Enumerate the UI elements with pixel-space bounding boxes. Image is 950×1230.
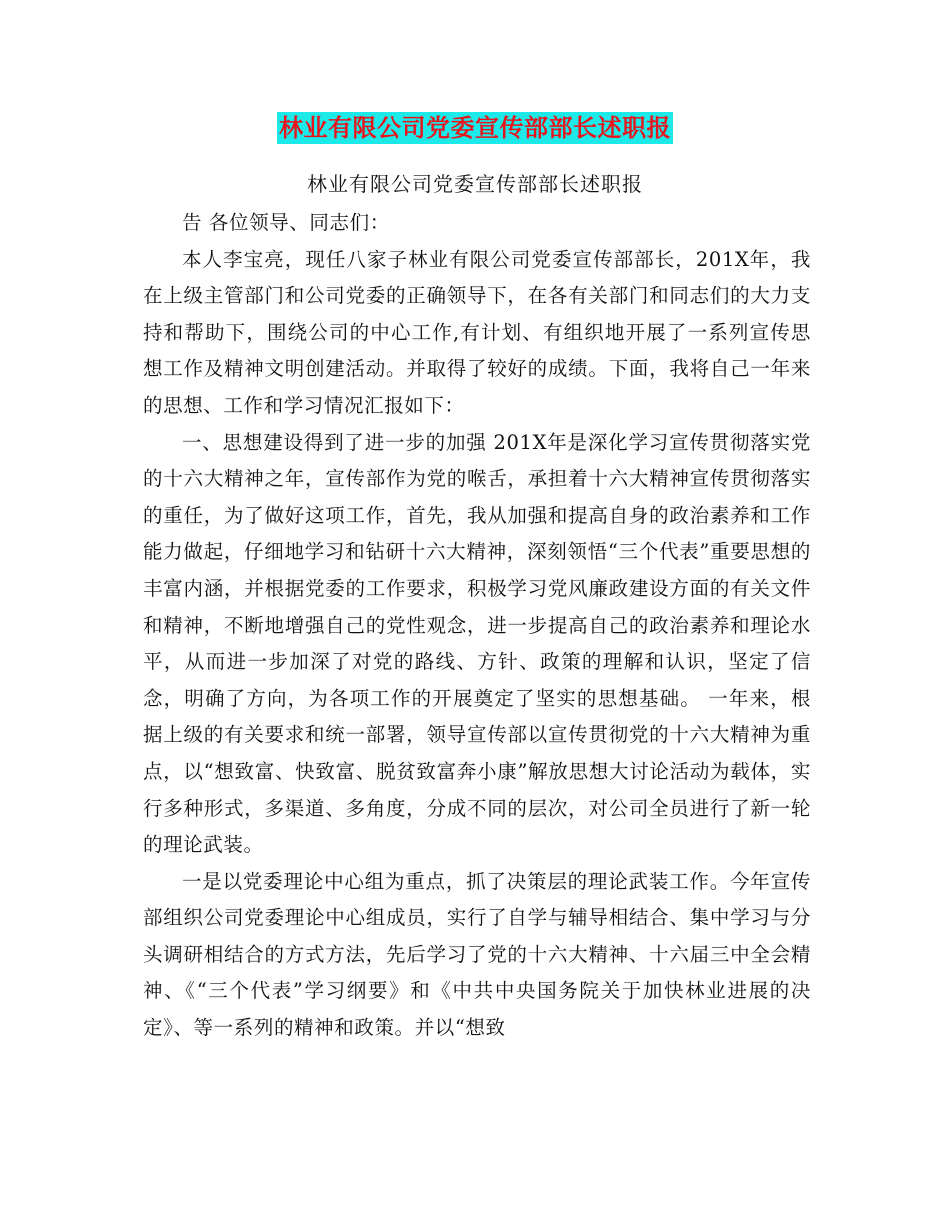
document-subtitle: 林业有限公司党委宣传部部长述职报 [307, 172, 643, 196]
paragraph-intro: 本人李宝亮，现任八家子林业有限公司党委宣传部部长，201X年，我在上级主管部门和公司党委的正确领导下，在各有关部门和同志们的大力支持和帮助下，围绕公司的中心工作,有计划、有组织地开展了一系列宣传思想工作及精神文明创建活动。并取得了较好的成绩。下面，我将自己一年来的思想、工作和学习情况汇报如下： [143, 247, 811, 417]
greeting-line: 告 各位领导、同志们： [182, 211, 390, 234]
document-body [143, 205, 811, 1047]
heading-wrapper [0, 112, 950, 144]
document-heading: 林业有限公司党委宣传部部长述职报 [279, 114, 671, 142]
paragraph-point-one: 一是以党委理论中心组为重点，抓了决策层的理论武装工作。今年宣传部组织公司党委理论中心组成员，实行了自学与辅导相结合、集中学习与分头调研相结合的方式方法，先后学习了党的十六大精神、十六届三中全会精神、《“三个代表”学习纲要》和《中共中央国务院关于加快林业进展的决定》、等一系列的精神和政策。并以“想致 [143, 869, 811, 1040]
paragraph-section-one: 一、思想建设得到了进一步的加强 201X年是深化学习宣传贯彻落实党的十六大精神之年，宣传部作为党的喉舌，承担着十六大精神宣传贯彻落实的重任，为了做好这项工作，首先，我从加强和提高自身的政治素养和工作能力做起，仔细地学习和钻研十六大精神，深刻领悟“三个代表”重要思想的丰富内涵，并根据党委的工作要求，积极学习党风廉政建设方面的有关文件和精神，不断地增强自己的党性观念，进一步提高自己的政治素养和理论水平，从而进一步加深了对党的路线、方针、政策的理解和认识，坚定了信念，明确了方向，为各项工作的开展奠定了坚实的思想基础。 一年来，根据上级的有关要求和统一部署，领导宣传部以宣传贯彻党的十六大精神为重点，以“想致富、快致富、脱贫致富奔小康”解放思想大讨论活动为载体，实行多种形式，多渠道、多角度，分成不同的层次，对公司全员进行了新一轮的理论武装。 [143, 430, 811, 857]
